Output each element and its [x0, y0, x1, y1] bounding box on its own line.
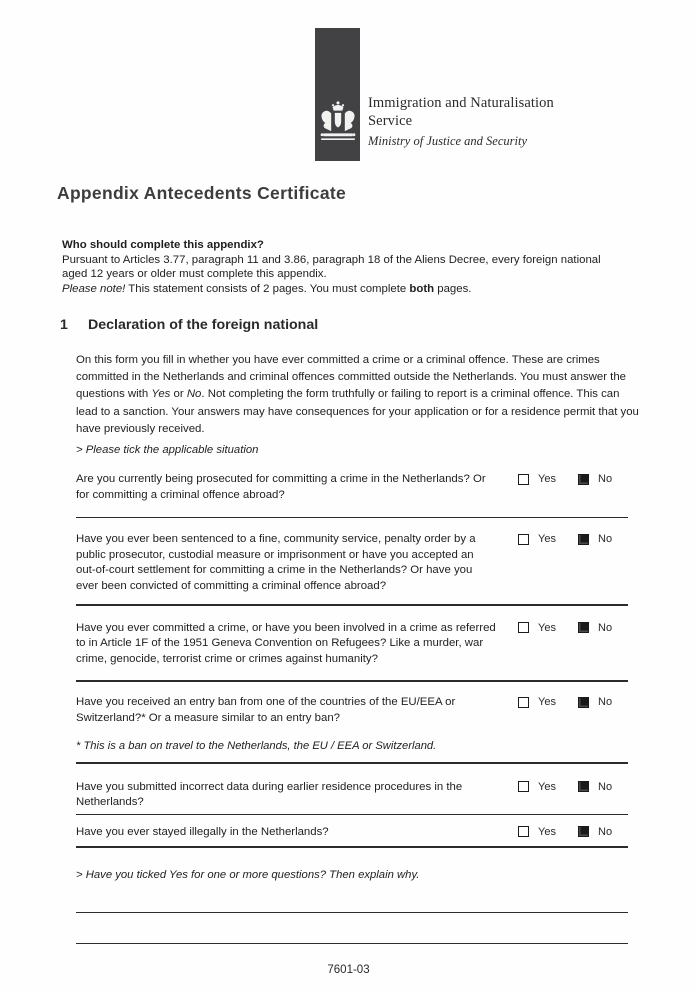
- yes-label: Yes: [538, 533, 556, 546]
- intro-note-tail: pages.: [434, 282, 472, 295]
- tick-instruction: > Please tick the applicable situation: [76, 444, 259, 456]
- intro-note-mid: This statement consists of 2 pages. You must complete: [125, 282, 410, 295]
- intro-note-bold: both: [409, 282, 435, 295]
- no-checkbox[interactable]: [578, 534, 589, 545]
- dutch-coat-of-arms-icon: [318, 99, 358, 145]
- question-row-3: [76, 606, 628, 683]
- answer-options: [518, 781, 638, 793]
- form-code: 7601-03: [327, 964, 370, 976]
- logo-banner: [315, 28, 360, 161]
- answer-options: [518, 622, 638, 634]
- org-name-line2: Service: [368, 112, 413, 129]
- no-checkbox[interactable]: [578, 697, 589, 708]
- no-checkbox[interactable]: [578, 826, 589, 837]
- yes-checkbox[interactable]: [518, 697, 529, 708]
- yes-option: [518, 473, 578, 485]
- no-option: [578, 622, 638, 634]
- questions-list: [76, 462, 628, 848]
- answer-options: [518, 473, 638, 485]
- section-title: Declaration of the foreign national: [88, 317, 319, 333]
- yes-label: Yes: [538, 825, 556, 838]
- yes-checkbox[interactable]: [518, 622, 529, 633]
- intro-note: [62, 282, 628, 297]
- section-para-part1: On this form you fill in whether you have ever committed a crime or a criminal offence. These are crimes committed in the Netherlands and criminal offences committed outside the Netherlands. You must answer the questions with: [76, 354, 626, 401]
- no-option: [578, 473, 638, 485]
- yes-label: Yes: [538, 473, 556, 485]
- org-name-block: [368, 95, 554, 149]
- org-name-line1: Immigration and Naturalisation: [368, 95, 554, 111]
- question-text: Have you received an entry ban from one of the countries of the EU/EEA or Switzerland?* Or a measure similar to an entry ban?: [76, 696, 456, 724]
- yes-label: Yes: [538, 696, 556, 709]
- no-label: No: [598, 473, 613, 485]
- intro-block: [62, 238, 628, 296]
- intro-heading: Who should complete this appendix?: [62, 239, 264, 251]
- section-heading: [60, 317, 318, 333]
- yes-option: [518, 696, 578, 708]
- yes-option: [518, 622, 578, 634]
- intro-body: Pursuant to Articles 3.77, paragraph 11 and 3.86, paragraph 18 of the Aliens Decree, every foreign national aged 12 years or older must complete this appendix.: [62, 253, 601, 281]
- no-option: [578, 533, 638, 545]
- question-text: Are you currently being prosecuted for committing a crime in the Netherlands? Or for committing a criminal offence abroad?: [76, 473, 486, 501]
- explain-why-instruction: > Have you ticked Yes for one or more questions? Then explain why.: [76, 869, 420, 881]
- section-paragraph: [76, 352, 644, 438]
- no-checkbox[interactable]: [578, 622, 589, 633]
- no-label: No: [598, 825, 613, 838]
- intro-note-lead: Please note!: [62, 282, 126, 295]
- section-para-no: No: [186, 388, 202, 401]
- question-row-6: [76, 815, 628, 849]
- no-checkbox[interactable]: [578, 781, 589, 792]
- yes-label: Yes: [538, 621, 556, 634]
- section-para-or: or: [170, 388, 187, 401]
- question-text: Have you submitted incorrect data during earlier residence procedures in the Netherlands?: [76, 780, 463, 809]
- answer-options: [518, 696, 638, 708]
- no-label: No: [598, 621, 613, 634]
- entry-ban-footnote: * This is a ban on travel to the Netherlands, the EU / EEA or Switzerland.: [76, 739, 437, 752]
- no-option: [578, 826, 638, 838]
- section-number: 1: [60, 317, 68, 333]
- section-para-yes: Yes: [151, 388, 171, 401]
- question-row-5: [76, 764, 628, 815]
- explanation-write-line-2[interactable]: [76, 943, 628, 944]
- question-text: Have you ever been sentenced to a fine, community service, penalty order by a public prosecutor, custodial measure or imprisonment or have you accepted an out-of-court settlement for committing a crime in the Netherlands? Or have you ever been convicted of committing a criminal offence abroad?: [76, 533, 476, 592]
- yes-checkbox[interactable]: [518, 534, 529, 545]
- answer-options: [518, 533, 638, 545]
- no-option: [578, 781, 638, 793]
- section-para-part2: . Not completing the form truthfully or failing to report is a criminal offence. This can lead to a sanction. Your answers may have consequences for your application or for a residence permit that you have previously received.: [76, 388, 639, 435]
- question-text: Have you ever stayed illegally in the Netherlands?: [76, 825, 329, 838]
- answer-options: [518, 826, 638, 838]
- question-text: Have you ever committed a crime, or have you been involved in a crime as referred to in Article 1F of the 1951 Geneva Convention on Refugees? Like a murder, war crime, genocide, terrorist crime or crimes against humanity?: [76, 621, 496, 665]
- yes-option: [518, 826, 578, 838]
- yes-option: [518, 533, 578, 545]
- no-checkbox[interactable]: [578, 474, 589, 485]
- no-label: No: [598, 696, 613, 709]
- yes-checkbox[interactable]: [518, 826, 529, 837]
- question-row-4: [76, 682, 628, 763]
- explanation-write-line-1[interactable]: [76, 912, 628, 913]
- yes-checkbox[interactable]: [518, 781, 529, 792]
- yes-label: Yes: [538, 780, 556, 793]
- question-row-2: [76, 518, 628, 605]
- yes-option: [518, 781, 578, 793]
- no-option: [578, 696, 638, 708]
- ministry-name: Ministry of Justice and Security: [368, 134, 527, 148]
- page-title: Appendix Antecedents Certificate: [57, 183, 347, 203]
- no-label: No: [598, 780, 613, 793]
- yes-checkbox[interactable]: [518, 474, 529, 485]
- question-row-1: [76, 462, 628, 518]
- no-label: No: [598, 533, 613, 546]
